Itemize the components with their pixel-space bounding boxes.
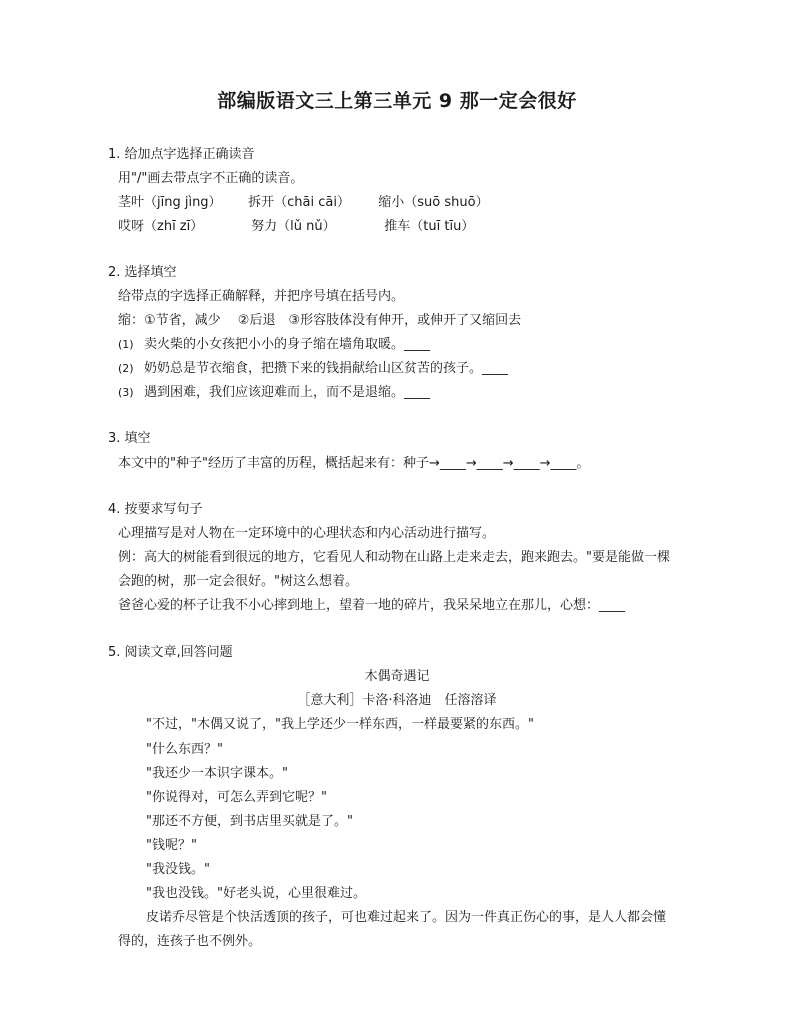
q2-options: 缩：①节省，减少 ②后退 ③形容肢体没有伸开，或伸开了又缩回去 xyxy=(118,313,522,328)
story-paragraph: "我还少一本识字课本。" xyxy=(146,766,288,781)
story-paragraph-continuation: 得的，连孩子也不例外。 xyxy=(118,934,262,949)
q1-instruction: 用"/"画去带点字不正确的读音。 xyxy=(118,171,304,186)
q2-instruction: 给带点的字选择正确解释，并把序号填在括号内。 xyxy=(118,289,405,304)
story-paragraph: "不过，"木偶又说了，"我上学还少一样东西，一样最要紧的东西。" xyxy=(146,717,534,732)
story-paragraph: 皮诺乔尽管是个快活透顶的孩子，可也难过起来了。因为一件真正伤心的事，是人人都会懂 xyxy=(146,910,667,925)
q5-heading: 5. 阅读文章,回答问题 xyxy=(108,645,233,660)
q1-item-chaikai: 拆开（chāi cāi） xyxy=(248,195,350,210)
story-paragraph: "我也没钱。"好老头说，心里很难过。 xyxy=(146,886,366,901)
q4-heading: 4. 按要求写句子 xyxy=(108,502,203,517)
q2-item-3-text: 遇到困难，我们应该迎难而上，而不是退缩。____ xyxy=(144,385,431,400)
story-paragraph: "什么东西？" xyxy=(146,742,223,757)
q2-item-1-number: (1) xyxy=(118,338,134,351)
page-title: 部编版语文三上第三单元 9 那一定会很好 xyxy=(217,90,577,112)
q4-prompt: 爸爸心爱的杯子让我不小心摔到地上，望着一地的碎片，我呆呆地立在那儿，心想：____ xyxy=(118,598,626,613)
q2-item-3-number: (3) xyxy=(118,386,134,399)
q1-item-jingye: 茎叶（jīng jìng） xyxy=(118,195,222,210)
q4-example-line-2: 会跑的树，那一定会很好。"树这么想着。 xyxy=(118,574,358,589)
q2-item-2 xyxy=(118,360,508,378)
q1-item-nuli: 努力（lǔ nǔ） xyxy=(251,219,336,234)
story-paragraph: "那还不方便，到书店里买就是了。" xyxy=(146,814,353,829)
q2-item-2-number: (2) xyxy=(118,362,134,375)
q1-heading: 1. 给加点字选择正确读音 xyxy=(108,147,255,162)
q1-item-aiya: 哎呀（zhī zī） xyxy=(118,219,204,234)
story-paragraph: "你说得对，可怎么弄到它呢？" xyxy=(146,790,327,805)
q2-item-1 xyxy=(118,336,430,354)
q3-heading: 3. 填空 xyxy=(108,431,151,446)
q1-pinyin-row-2 xyxy=(118,218,474,236)
q4-example-line-1: 例：高大的树能看到很远的地方，它看见人和动物在山路上走来走去，跑来跑去。"要是能做一棵 xyxy=(118,550,670,565)
q1-item-suoxiao: 缩小（suō shuō） xyxy=(378,195,489,210)
q2-item-2-text: 奶奶总是节衣缩食，把攒下来的钱捐献给山区贫苦的孩子。____ xyxy=(144,361,509,376)
story-paragraph: "钱呢？" xyxy=(146,838,197,853)
q1-item-tuiche: 推车（tuī tīu） xyxy=(384,219,475,234)
q2-item-1-text: 卖火柴的小女孩把小小的身子缩在墙角取暖。____ xyxy=(144,337,431,352)
q2-heading: 2. 选择填空 xyxy=(108,265,177,280)
q2-item-3 xyxy=(118,384,430,402)
story-paragraph: "我没钱。" xyxy=(146,862,210,877)
story-byline: ［意大利］卡洛·科洛迪 任溶溶译 xyxy=(297,693,497,708)
q4-line-1: 心理描写是对人物在一定环境中的心理状态和内心活动进行描写。 xyxy=(118,526,496,541)
story-title: 木偶奇遇记 xyxy=(364,669,430,684)
q1-pinyin-row-1 xyxy=(118,194,489,212)
q3-text: 本文中的"种子"经历了丰富的历程，概括起来有：种子→____→____→____→____。 xyxy=(118,456,590,471)
